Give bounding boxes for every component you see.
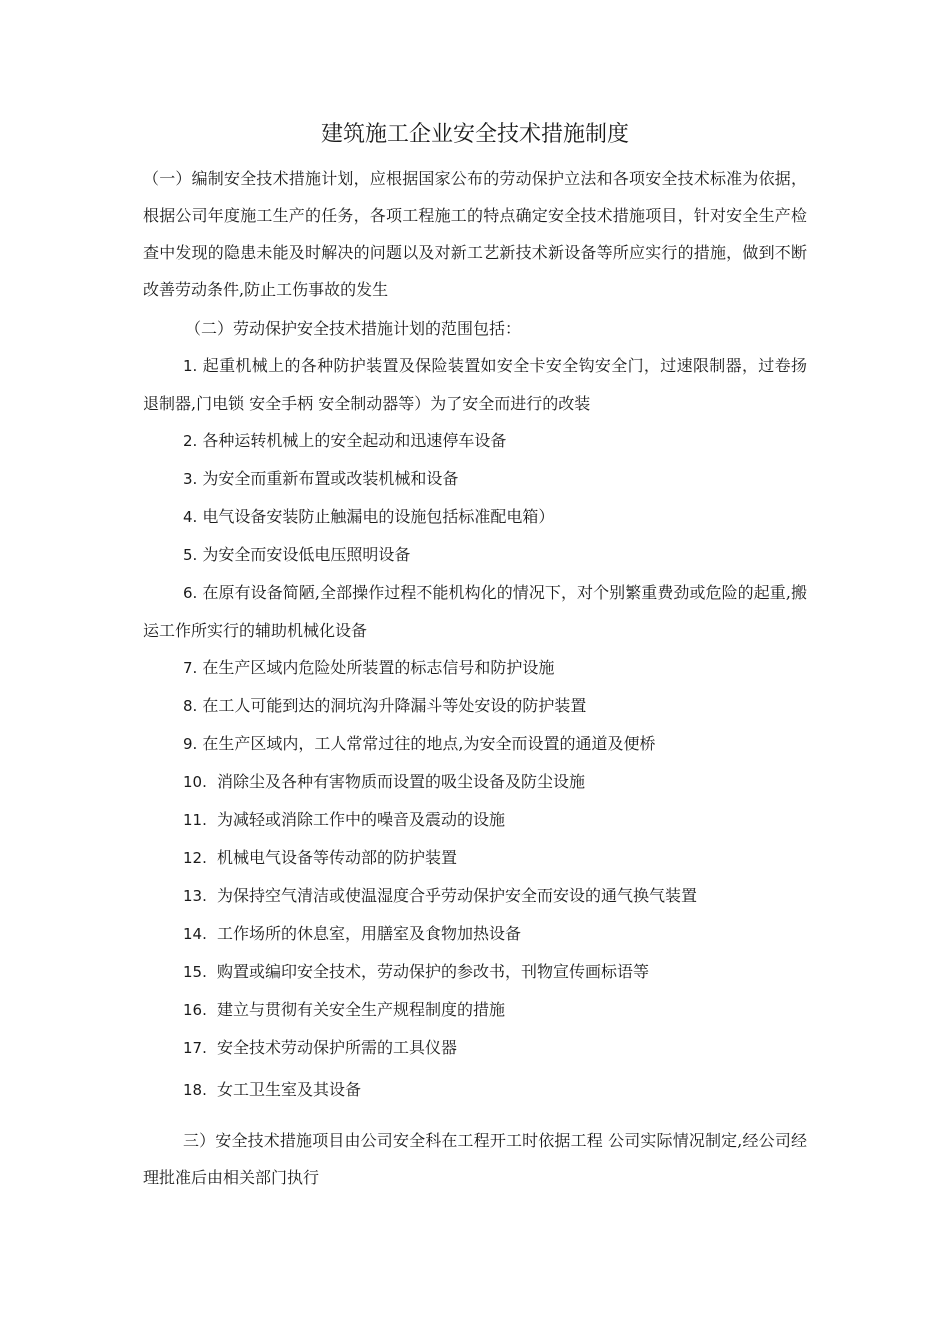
item-number: 18. — [183, 1081, 207, 1099]
item-number: 7. — [183, 659, 198, 677]
item-number: 5. — [183, 546, 198, 564]
item-number: 3. — [183, 470, 198, 488]
list-item — [143, 877, 807, 915]
list-item — [143, 498, 807, 536]
item-text: 机械电气设备等传动部的防护装置 — [217, 848, 458, 867]
document-title: 建筑施工企业安全技术措施制度 — [320, 122, 629, 147]
list-item — [143, 763, 807, 801]
item-number: 8. — [183, 697, 198, 715]
list-item — [143, 347, 807, 422]
item-text: 为安全而安设低电压照明设备 — [202, 545, 411, 564]
item-number: 14. — [183, 925, 207, 943]
list-item — [143, 687, 807, 725]
list-item — [143, 460, 807, 498]
section-3-paragraph: 三）安全技术措施项目由公司安全科在工程开工时依据工程 公司实际情况制定,经公司经理批准后由相关部门执行 — [143, 1131, 807, 1187]
item-text: 电气设备安装防止触漏电的设施包括标准配电箱） — [202, 507, 555, 526]
item-text: 工作场所的休息室，用膳室及食物加热设备 — [217, 924, 522, 943]
item-text: 消除尘及各种有害物质而设置的吸尘设备及防尘设施 — [217, 772, 586, 791]
list-item — [143, 839, 807, 877]
item-number: 13. — [183, 887, 207, 905]
item-text: 各种运转机械上的安全起动和迅速停车设备 — [202, 431, 507, 450]
section-2-heading: （二）劳动保护安全技术措施计划的范围包括： — [185, 319, 522, 338]
item-text: 安全技术劳动保护所需的工具仪器 — [217, 1038, 458, 1057]
item-number: 10. — [183, 773, 207, 791]
item-number: 15. — [183, 963, 207, 981]
item-number: 11. — [183, 811, 207, 829]
item-text: 为保持空气清洁或使温湿度合乎劳动保护安全而安设的通气换气装置 — [217, 886, 698, 905]
list-item — [143, 574, 807, 649]
item-number: 12. — [183, 849, 207, 867]
list-item — [143, 536, 807, 574]
list-item — [143, 953, 807, 991]
item-text: 为安全而重新布置或改装机械和设备 — [202, 469, 459, 488]
measures-list — [143, 347, 807, 1109]
list-item — [143, 1071, 807, 1109]
item-text: 购置或编印安全技术，劳动保护的参改书，刊物宣传画标语等 — [217, 962, 650, 981]
item-number: 16. — [183, 1001, 207, 1019]
item-text: 在生产区域内危险处所装置的标志信号和防护设施 — [202, 658, 555, 677]
item-text: 女工卫生室及其设备 — [217, 1080, 362, 1099]
item-number: 4. — [183, 508, 198, 526]
item-number: 9. — [183, 735, 198, 753]
item-text: 在生产区域内，工人常常过往的地点,为安全而设置的通道及便桥 — [202, 734, 656, 753]
list-item — [143, 1029, 807, 1067]
item-text: 建立与贯彻有关安全生产规程制度的措施 — [217, 1000, 506, 1019]
item-number: 17. — [183, 1039, 207, 1057]
list-item — [143, 801, 807, 839]
item-number: 1. — [183, 357, 198, 375]
section-1-paragraph: （一）编制安全技术措施计划，应根据国家公布的劳动保护立法和各项安全技术标准为依据，根据公司年度施工生产的任务，各项工程施工的特点确定安全技术措施项目，针对安全生产检查中发现的隐患未能及时解决的问题以及对新工艺新技术新设备等所应实行的措施，做到不断改善劳动条件,防止工伤事故的发生 — [143, 169, 807, 299]
item-text: 为减轻或消除工作中的噪音及震动的设施 — [217, 810, 506, 829]
list-item — [143, 422, 807, 460]
list-item — [143, 991, 807, 1029]
item-text: 在原有设备简陋,全部操作过程不能机构化的情况下，对个别繁重费劲或危险的起重,搬运工作所实行的辅助机械化设备 — [143, 583, 807, 640]
list-item — [143, 649, 807, 687]
list-item — [143, 915, 807, 953]
item-text: 起重机械上的各种防护装置及保险装置如安全卡安全钩安全门，过速限制器，过卷扬退制器,门电锁 安全手柄 安全制动器等）为了安全而进行的改装 — [143, 356, 807, 413]
list-item — [143, 725, 807, 763]
item-number: 6. — [183, 584, 198, 602]
item-text: 在工人可能到达的洞坑沟升降漏斗等处安设的防护装置 — [202, 696, 587, 715]
item-number: 2. — [183, 432, 198, 450]
